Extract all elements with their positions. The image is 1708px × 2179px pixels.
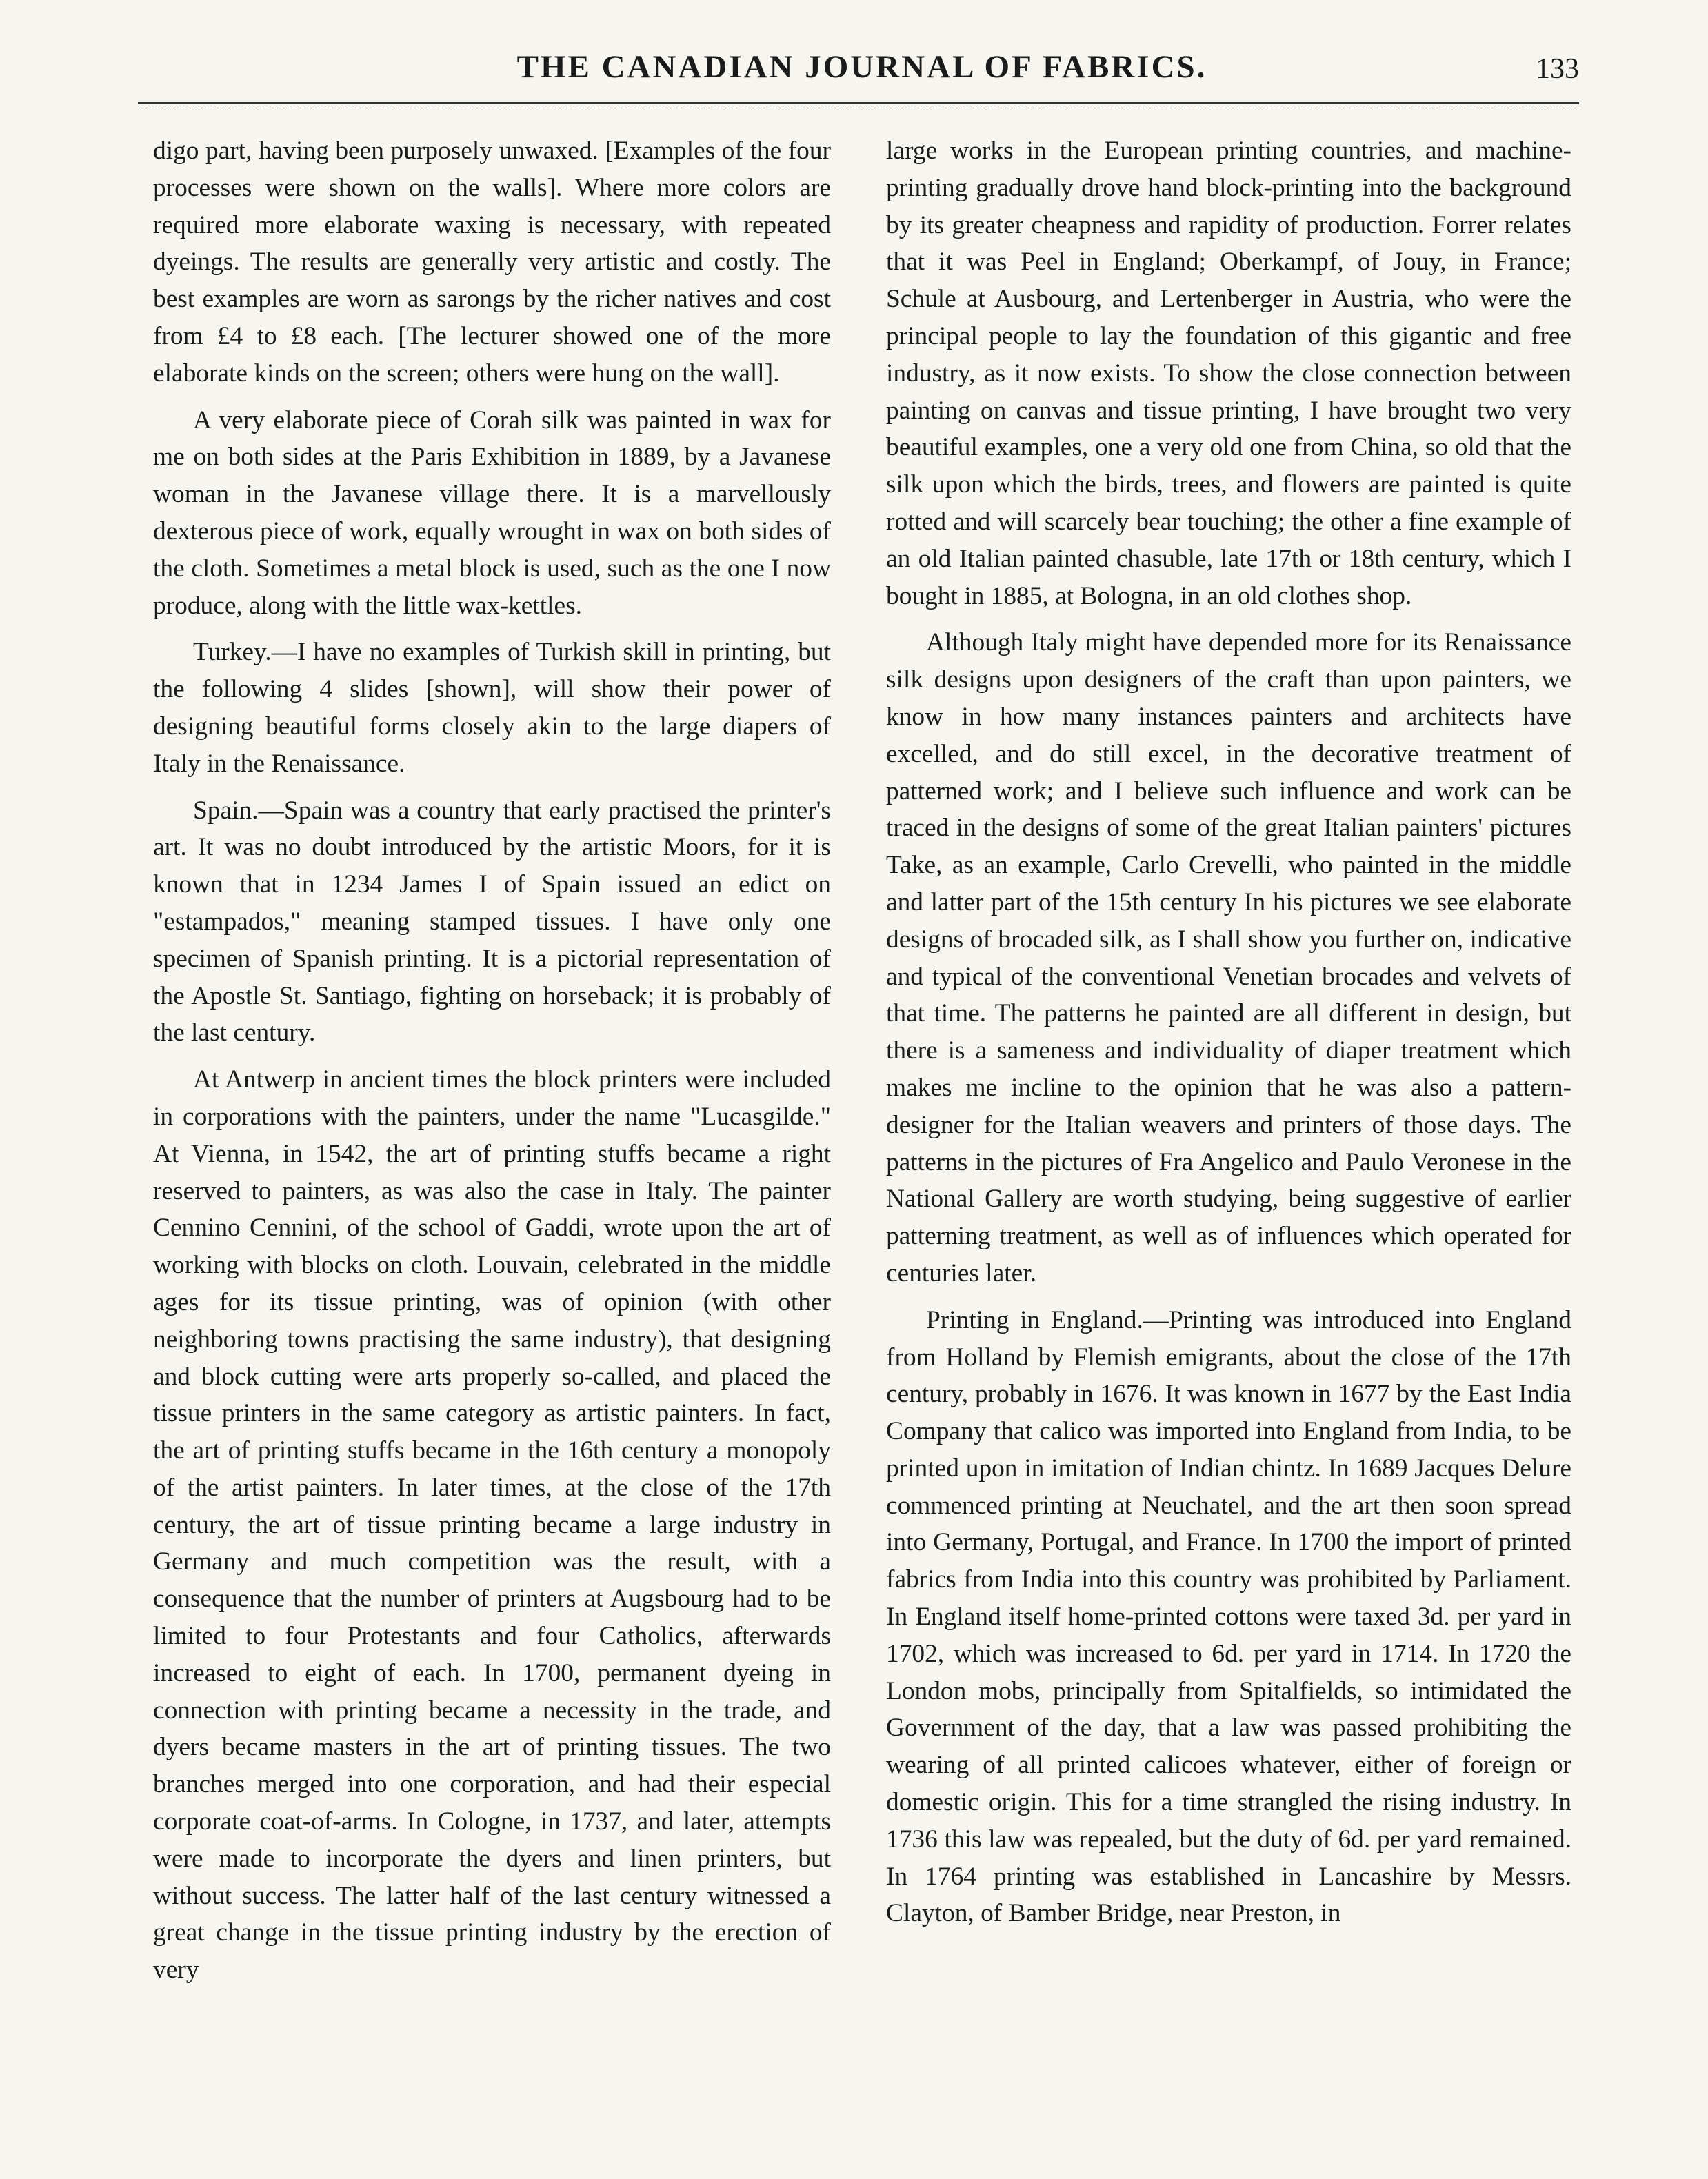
page-number: 133 xyxy=(1536,53,1579,85)
paragraph: Spain.—Spain was a country that early practised the printer's art. It was no doubt introduced by the artistic Moors, for it is known that in 1234 James I of Spain issued an edict on "estampados," meaning stamped tissues. I have only one specimen of Spanish printing. It is a pictorial representation of the Apostle St. Santiago, fighting on horseback; it is probably of the last century. xyxy=(153,796,831,1047)
paragraph: Turkey.—I have no examples of Turkish skill in printing, but the following 4 slides [shown], will show their power of designing beautiful forms closely akin to the large diapers of Italy in the Renaissance. xyxy=(153,638,831,778)
right-column xyxy=(886,132,1571,2153)
header-rule xyxy=(138,102,1579,104)
paragraph: digo part, having been purposely unwaxed. [Examples of the four processes were shown on the walls]. Where more colors are required more elaborate waxing is necessary, with repeated dyeings. The results are generally very artistic and costly. The best examples are worn as sarongs by the richer natives and cost from £4 to £8 each. [The lecturer showed one of the more elaborate kinds on the screen; others were hung on the wall]. xyxy=(153,137,831,388)
paragraph: Printing in England.—Printing was introduced into England from Holland by Flemish emigrants, about the close of the 17th century, probably in 1676. It was known in 1677 by the East India Company that calico was imported into England from India, to be printed upon in imitation of Indian chintz. In 1689 Jacques Delure commenced printing at Neuchatel, and the art then soon spread into Germany, Portugal, and France. In 1700 the import of printed fabrics from India into this country was prohibited by Parliament. In England itself home-printed cottons were taxed 3d. per yard in 1702, which was increased to 6d. per yard in 1714. In 1720 the London mobs, principally from Spitalfields, so intimidated the Government of the day, that a law was passed prohibiting the wearing of all printed calicoes whatever, either of foreign or domestic origin. This for a time strangled the rising industry. In 1736 this law was repealed, but the duty of 6d. per yard remained. In 1764 printing was established in Lancashire by Messrs. Clayton, of Bamber Bridge, near Preston, in xyxy=(886,1305,1571,1928)
paragraph: A very elaborate piece of Corah silk was painted in wax for me on both sides at the Paris Exhibition in 1889, by a Javanese woman in the Javanese village there. It is a marvellously dexterous piece of work, equally wrought in wax on both sides of the cloth. Sometimes a metal block is used, such as the one I now produce, along with the little wax-kettles. xyxy=(153,405,831,620)
page-header xyxy=(145,48,1579,97)
left-column xyxy=(153,132,831,2153)
paragraph: Although Italy might have depended more for its Renaissance silk designs upon designers of the craft than upon painters, we know in how many instances painters and architects have excelled, and do still excel, in the decorative treatment of patterned work; and I believe such influence and work can be traced in the designs of some of the great Italian painters' pictures Take, as an example, Carlo Crevelli, who painted in the middle and latter part of the 15th century In his pictures we see elaborate designs of brocaded silk, as I shall show you further on, indicative and typical of the conventional Venetian brocades and velvets of that time. The patterns he painted are all different in design, but there is a sameness and individuality of diaper treatment which makes me incline to the opinion that he was also a pattern-designer for the Italian weavers and printers of those days. The patterns in the pictures of Fra Angelico and Paulo Veronese in the National Gallery are worth studying, being suggestive of earlier patterning treatment, as well as of influences which operated for centuries later. xyxy=(886,628,1571,1287)
paragraph: At Antwerp in ancient times the block printers were included in corporations with the painters, under the name "Lucasgilde." At Vienna, in 1542, the art of printing stuffs became a right reserved to painters, as was also the case in Italy. The painter Cennino Cennini, of the school of Gaddi, wrote upon the art of working with blocks on cloth. Louvain, celebrated in the middle ages for its tissue printing, was of opinion (with other neighboring towns practising the same industry), that designing and block cutting were arts properly so-called, and placed the tissue printers in the same category as artistic painters. In fact, the art of printing stuffs became in the 16th century a monopoly of the artist painters. In later times, at the close of the 17th century, the art of tissue printing became a large industry in Germany and much competition was the result, with a consequence that the number of printers at Augsbourg had to be limited to four Protestants and four Catholics, afterwards increased to eight of each. In 1700, permanent dyeing in connection with printing became a necessity in the trade, and dyers became masters in the art of printing tissues. The two branches merged into one corporation, and had their especial corporate coat-of-arms. In Cologne, in 1737, and later, attempts were made to incorporate the dyers and linen printers, but without success. The latter half of the last century witnessed a great change in the tissue printing industry by the erection of very xyxy=(153,1065,831,1985)
paragraph: large works in the European printing countries, and machine-printing gradually drove hand block-printing into the background by its greater cheapness and rapidity of production. Forrer relates that it was Peel in England; Oberkampf, of Jouy, in France; Schule at Ausbourg, and Lertenberger in Austria, who were the principal people to lay the foundation of this gigantic and free industry, as it now exists. To show the close connection between painting on canvas and tissue printing, I have brought two very beautiful examples, one a very old one from China, so old that the silk upon which the birds, trees, and flowers are painted is quite rotted and will scarcely bear touching; the other a fine example of an old Italian painted chasuble, late 17th or 18th century, which I bought in 1885, at Bologna, in an old clothes shop. xyxy=(886,137,1571,610)
journal-title: THE CANADIAN JOURNAL OF FABRICS. xyxy=(516,49,1207,85)
